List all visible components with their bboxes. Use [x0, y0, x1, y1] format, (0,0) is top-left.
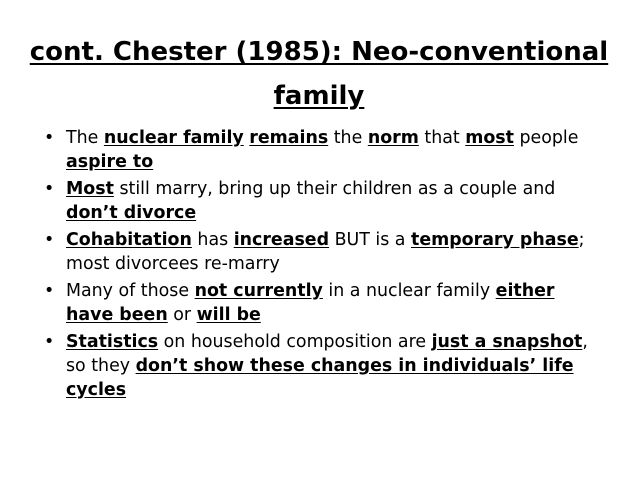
emphasized-text: nuclear family — [103, 128, 244, 148]
bullet-text: still marry, bring up their children as a couple and — [113, 179, 556, 199]
bullet-text: The — [66, 128, 104, 148]
slide-title — [20, 30, 618, 118]
bullet-dot-icon: • — [44, 179, 55, 199]
bullet-dot-icon: • — [44, 230, 55, 250]
emphasized-text: Most — [66, 179, 114, 199]
bullet-dot-icon: • — [44, 281, 55, 301]
emphasized-text: not currently — [194, 281, 323, 301]
bullet-item — [40, 177, 600, 225]
emphasized-text: will be — [196, 305, 261, 325]
bullet-text: has — [191, 230, 234, 250]
emphasized-text: aspire to — [66, 152, 154, 172]
emphasized-text: remains — [249, 128, 329, 148]
slide-title-line-2: family — [273, 81, 365, 111]
bullet-item — [40, 228, 600, 276]
bullet-item — [40, 126, 600, 174]
bullet-dot-icon: • — [44, 332, 55, 352]
emphasized-text: either have been — [66, 281, 555, 325]
bullet-text: Many of those — [66, 281, 195, 301]
emphasized-text: just a snapshot — [431, 332, 583, 352]
bullet-dot-icon: • — [44, 128, 55, 148]
bullet-text: , so they — [66, 332, 588, 376]
bullet-text: people — [513, 128, 579, 148]
slide-title-line-1: cont. Chester (1985): Neo-conventional — [29, 37, 609, 67]
emphasized-text: most — [465, 128, 514, 148]
bullet-text: ; most divorcees re-marry — [66, 230, 585, 274]
emphasized-text: Statistics — [66, 332, 159, 352]
bullet-text: BUT is a — [329, 230, 411, 250]
bullet-text: that — [418, 128, 466, 148]
bullet-text: on household composition are — [158, 332, 432, 352]
bullet-item — [40, 330, 600, 402]
bullet-text: or — [167, 305, 197, 325]
bullet-text: the — [328, 128, 368, 148]
emphasized-text: Cohabitation — [66, 230, 192, 250]
emphasized-text: increased — [233, 230, 330, 250]
emphasized-text: don’t divorce — [66, 203, 197, 223]
emphasized-text: temporary phase — [411, 230, 579, 250]
emphasized-text: norm — [367, 128, 419, 148]
bullet-list — [40, 126, 600, 405]
bullet-item — [40, 279, 600, 327]
bullet-text: in a nuclear family — [322, 281, 496, 301]
emphasized-text: don’t show these changes in individuals’ life cycles — [66, 356, 574, 400]
